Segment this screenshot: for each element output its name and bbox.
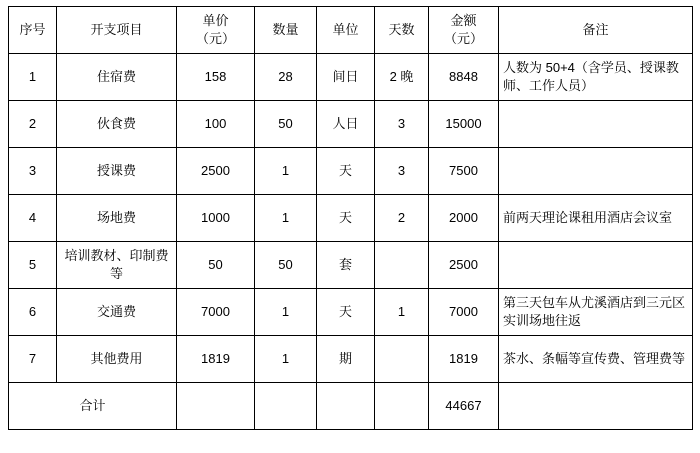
cell-unit: 人日 [317,101,375,148]
cell-days: 3 [375,101,429,148]
cell-no: 1 [9,54,57,101]
table-row [9,54,693,101]
cell-remark: 前两天理论课租用酒店会议室 [499,195,693,242]
total-label: 合计 [9,383,177,430]
cell-days: 1 [375,289,429,336]
cell-unit: 天 [317,289,375,336]
cell-quantity: 1 [255,289,317,336]
header-row [9,7,693,54]
column-header-item: 开支项目 [57,7,177,54]
cell-quantity: 1 [255,336,317,383]
cell-item: 住宿费 [57,54,177,101]
table-row [9,101,693,148]
total-spacer-qty [255,383,317,430]
cell-amount: 7000 [429,289,499,336]
cell-item: 场地费 [57,195,177,242]
cell-unit: 天 [317,195,375,242]
cell-item: 培训教材、印制费等 [57,242,177,289]
cell-remark [499,242,693,289]
cell-days: 2 [375,195,429,242]
total-remark [499,383,693,430]
total-spacer-unit [317,383,375,430]
table-row [9,195,693,242]
total-row [9,383,693,430]
total-amount: 44667 [429,383,499,430]
cell-item: 伙食费 [57,101,177,148]
table-row [9,289,693,336]
cell-amount: 2500 [429,242,499,289]
cell-remark: 第三天包车从尤溪酒店到三元区实训场地往返 [499,289,693,336]
column-header-remark: 备注 [499,7,693,54]
cell-item: 授课费 [57,148,177,195]
cell-days [375,336,429,383]
cell-amount: 15000 [429,101,499,148]
column-header-unit-price: 单价 （元） [177,7,255,54]
column-header-no: 序号 [9,7,57,54]
column-header-quantity: 数量 [255,7,317,54]
cell-unit-price: 100 [177,101,255,148]
cell-no: 4 [9,195,57,242]
total-spacer-price [177,383,255,430]
cell-unit: 间日 [317,54,375,101]
cell-amount: 7500 [429,148,499,195]
cell-remark [499,148,693,195]
cell-no: 5 [9,242,57,289]
cell-remark: 人数为 50+4（含学员、授课教师、工作人员） [499,54,693,101]
cell-amount: 1819 [429,336,499,383]
cell-unit-price: 2500 [177,148,255,195]
cell-quantity: 1 [255,148,317,195]
cell-unit-price: 50 [177,242,255,289]
cell-no: 3 [9,148,57,195]
column-header-days: 天数 [375,7,429,54]
cell-remark: 茶水、条幅等宣传费、管理费等 [499,336,693,383]
table-header [9,7,693,54]
cell-quantity: 50 [255,101,317,148]
cell-no: 6 [9,289,57,336]
cell-quantity: 28 [255,54,317,101]
column-header-unit: 单位 [317,7,375,54]
cell-days [375,242,429,289]
cell-unit-price: 7000 [177,289,255,336]
cell-unit: 套 [317,242,375,289]
cell-item: 其他费用 [57,336,177,383]
cell-quantity: 1 [255,195,317,242]
table-row [9,148,693,195]
cell-no: 2 [9,101,57,148]
cell-item: 交通费 [57,289,177,336]
cell-unit-price: 1819 [177,336,255,383]
cell-unit-price: 1000 [177,195,255,242]
cell-days: 2 晚 [375,54,429,101]
cell-no: 7 [9,336,57,383]
table-body [9,54,693,430]
cell-unit: 期 [317,336,375,383]
cell-unit: 天 [317,148,375,195]
cell-amount: 2000 [429,195,499,242]
cell-days: 3 [375,148,429,195]
cell-unit-price: 158 [177,54,255,101]
total-spacer-days [375,383,429,430]
table-row [9,336,693,383]
cell-quantity: 50 [255,242,317,289]
expense-budget-table [8,6,693,430]
table-row [9,242,693,289]
cell-remark [499,101,693,148]
cell-amount: 8848 [429,54,499,101]
column-header-amount: 金额 （元） [429,7,499,54]
